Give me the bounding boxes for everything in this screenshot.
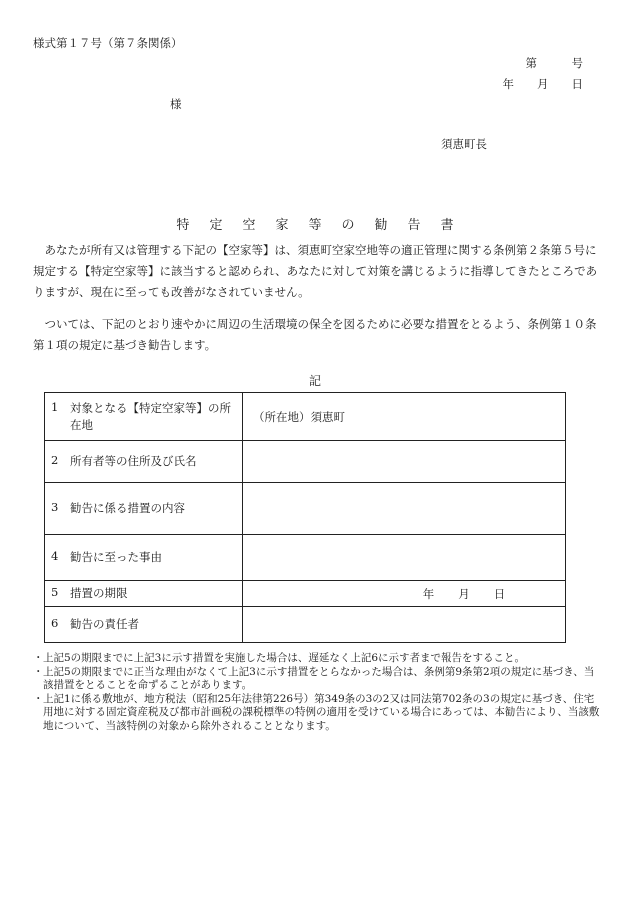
title-char: 空 [242, 218, 256, 233]
row-number: 5 [51, 585, 59, 599]
table-row [45, 441, 566, 483]
table-row [45, 535, 566, 581]
row-label: 勧告に至った事由 [70, 550, 162, 564]
row-label-cell [45, 483, 243, 535]
row-label: 所有者等の住所及び氏名 [70, 454, 197, 468]
row-label-cell [45, 441, 243, 483]
row-label: 勧告の責任者 [70, 617, 139, 631]
row-number: 1 [51, 399, 59, 414]
row-label: 対象となる【特定空家等】の所在地 [70, 400, 231, 432]
title-char: 勧 [374, 218, 388, 233]
measures-value-cell[interactable] [243, 483, 566, 535]
reason-value-cell[interactable] [243, 535, 566, 581]
document-number: 第 号 [525, 56, 583, 70]
note-bullet: ・ [33, 652, 44, 664]
note-text: 上記5の期限までに正当な理由がなくて上記3に示す措置をとらなかった場合は、条例第9条第2項の規定に基づき、当該措置をとることを命ずることがあります。 [43, 665, 595, 691]
title-char: 定 [209, 218, 223, 233]
note-item [33, 693, 603, 734]
title-char: 家 [275, 218, 289, 233]
body-paragraph-2: ついては、下記のとおり速やかに周辺の生活環境の保全を図るために必要な措置をとるよう、条例第１０条第１項の規定に基づき勧告します。 [33, 317, 597, 352]
row-number: 4 [51, 549, 59, 563]
deadline-month: 月 [458, 586, 470, 601]
note-item [33, 652, 603, 666]
title-char: 特 [176, 218, 190, 233]
row-number: 6 [51, 616, 59, 630]
title-char: 書 [440, 218, 454, 233]
row-label-cell [45, 393, 243, 441]
deadline-value-cell[interactable] [243, 581, 566, 607]
title-char: の [341, 218, 355, 233]
notes-list [33, 652, 603, 733]
row-label-cell [45, 607, 243, 643]
row-number: 3 [51, 500, 59, 514]
table-row [45, 581, 566, 607]
table-row [45, 393, 566, 441]
deadline-year: 年 [422, 586, 435, 601]
row-number: 2 [51, 453, 59, 467]
document-title [0, 214, 630, 233]
note-bullet: ・ [33, 692, 44, 705]
note-item [33, 666, 603, 693]
row-label-cell [45, 581, 243, 607]
issuer-name: 須恵町長 [441, 137, 487, 151]
location-value-cell[interactable] [243, 393, 566, 441]
row-label: 勧告に係る措置の内容 [70, 501, 185, 515]
owner-value-cell[interactable] [243, 441, 566, 483]
note-bullet: ・ [33, 665, 44, 678]
location-value: （所在地）須恵町 [253, 409, 345, 424]
title-char: 告 [407, 218, 421, 233]
row-label-cell [45, 535, 243, 581]
deadline-date [253, 586, 565, 602]
row-label: 措置の期限 [70, 586, 128, 600]
form-number: 様式第１７号（第７条関係） [33, 36, 183, 50]
table-row [45, 483, 566, 535]
note-text: 上記1に係る敷地が、地方税法（昭和25年法律第226号）第349条の3の2又は同法第702条の3の規定に基づき、住宅用地に対する固定資産税及び都市計画税の課税標準の特例の適用を受けている場合にあっては、本勧告により、当該敷地について、当該特例の対象から除外されることとなります。 [43, 692, 600, 732]
note-text: 上記5の期限までに上記3に示す措置を実施した場合は、遅延なく上記6に示す者まで報告をすること。 [43, 652, 526, 664]
table-row [45, 607, 566, 643]
document-date: 年 月 日 [502, 77, 583, 91]
body-paragraph-1: あなたが所有又は管理する下記の【空家等】は、須恵町空家空地等の適正管理に関する条例第２条第５号に規定する【特定空家等】に該当すると認められ、あなたに対して対策を講じるように指導してきたところでありますが、現在に至っても改善がなされていません。 [33, 243, 598, 299]
title-char: 等 [308, 218, 322, 233]
responsible-value-cell[interactable] [243, 607, 566, 643]
deadline-day: 日 [493, 586, 506, 601]
ki-heading: 記 [308, 374, 321, 388]
addressee-suffix: 様 [170, 97, 182, 111]
recommendation-table [44, 392, 566, 643]
